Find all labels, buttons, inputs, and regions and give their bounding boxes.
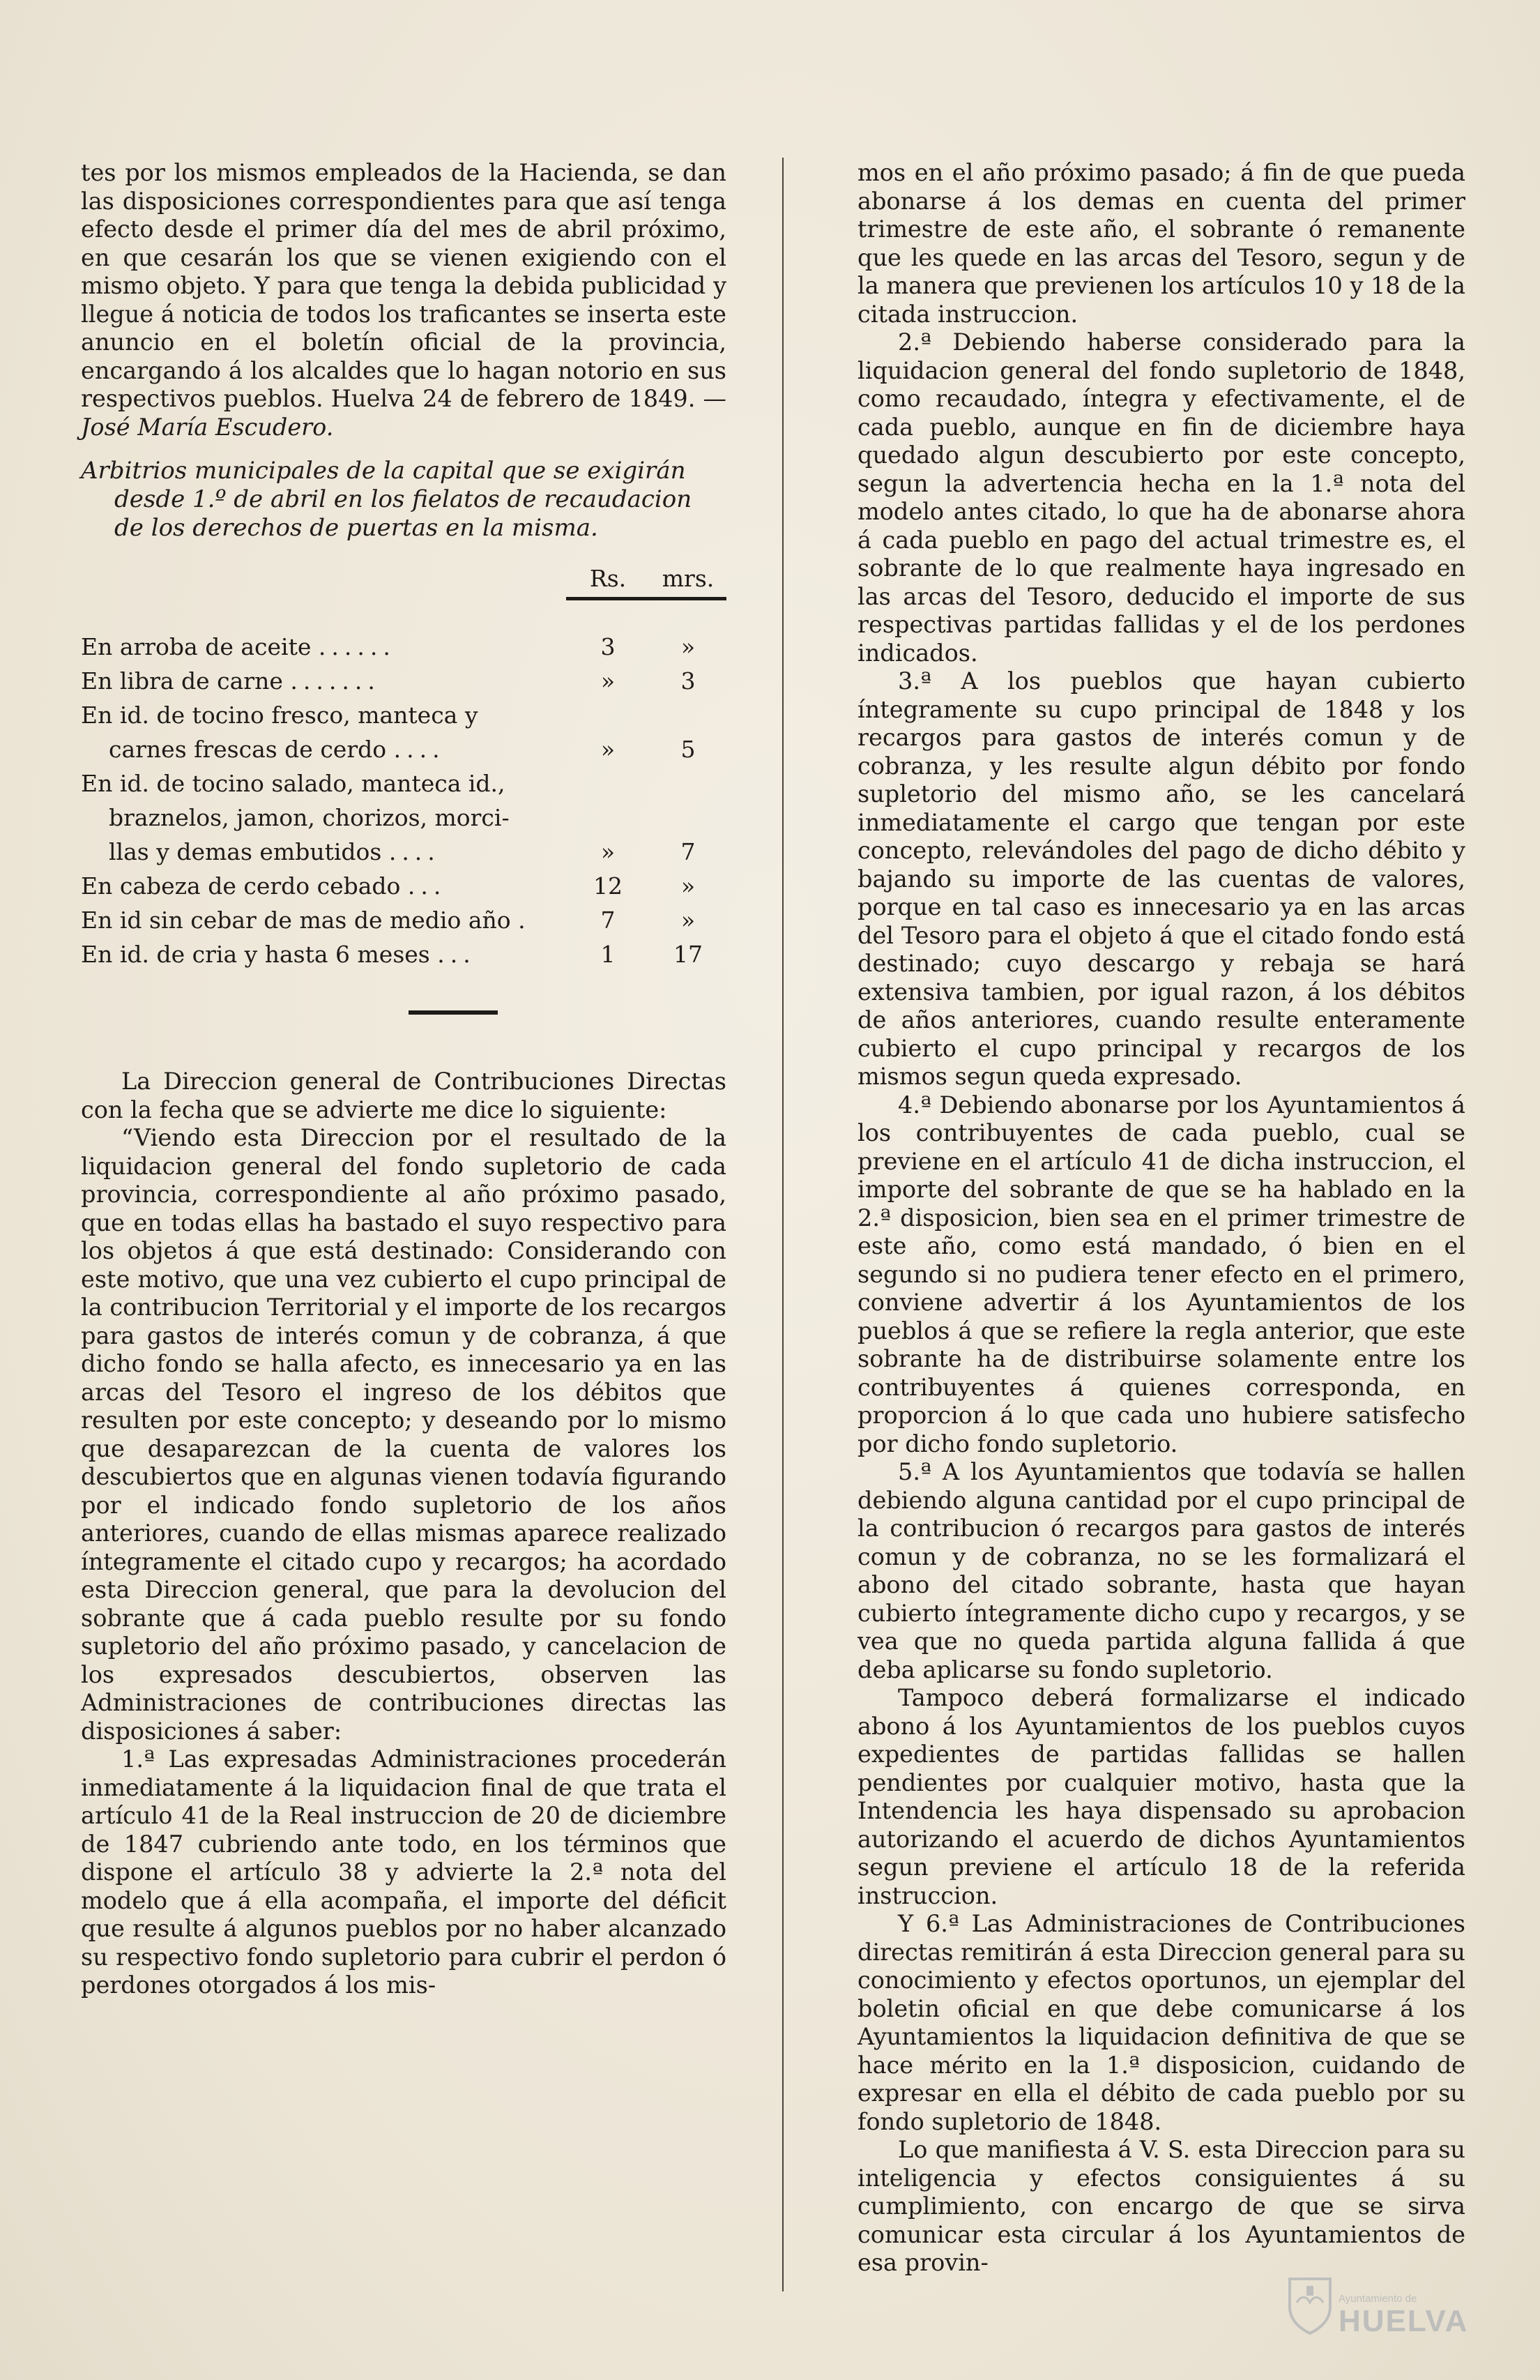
continued-paragraph: mos en el año próximo pasado; á fin de que pueda abonarse á los demas en cuenta del primer trimestre de este año, el sobrante ó remanente que les quede en las arcas del Tesoro, segun y de la manera que previenen los artículos 10 y 18 de la citada instruccion. <box>857 159 1465 328</box>
signature: —José María Escudero. <box>81 385 726 441</box>
intro-paragraph: La Direccion general de Contribuciones Directas con la fecha que se advierte me dice lo siguiente: <box>81 1068 726 1123</box>
closing-paragraph: Lo que manifiesta á V. S. esta Direccion para su inteligencia y efectos consiguientes á su cumplimiento, con encargo de que se sirva comunicar esta circular á los Ayuntamientos de esa provin- <box>857 2136 1465 2276</box>
table-row: En libra de carne ....... » 3 <box>81 667 696 695</box>
table-row: carnes frescas de cerdo .... » 5 <box>109 736 696 763</box>
table-row: En id. de tocino salado, manteca id., <box>81 770 505 797</box>
quote-paragraph: “Viendo esta Direccion por el resultado de la liquidacion general del fondo supletorio de cada provincia, correspondiente al año próximo pasado, que en todas ellas ha bastado el suyo respectivo para los objetos á que está destinado: Considerando con este motivo, que una vez cubierto el cupo principal de la contribucion Territorial y el importe de los recargos para gastos de interés comun y de cobranza, á que dicho fondo se halla afecto, es innecesario ya en las arcas del Tesoro el ingreso de los débitos que resulten por este concepto; y deseando por lo mismo que desaparezcan de la cuenta de valores los descubiertos que en algunas vienen todavía figurando por el indicado fondo supletorio de los años anteriores, cuando de ellas mismas aparece realizado íntegramente el citado cupo y recargos; ha acordado esta Direccion general, que para la devolucion del sobrante que á cada pueblo resulte por su fondo supletorio del año próximo pasado, y cancelacion de los expresados descubiertos, observen las Administraciones de contribuciones directas las disposiciones á saber: <box>81 1124 726 1745</box>
column-divider <box>782 158 784 2291</box>
shield-icon <box>1286 2275 1334 2335</box>
disposition-2: 2.ª Debiendo haberse considerado para la liquidacion general del fondo supletorio de 1848, como recaudado, íntegra y efectivamente, el de cada pueblo, aunque en fin de diciembre haya quedado algun descubierto por este concepto, segun la advertencia hecha en la 1.ª nota del modelo antes citado, lo que ha de abonarse ahora á cada pueblo en pago del actual trimestre es, el sobrante de lo que realmente haya ingresado en las arcas del Tesoro, deducido el importe de sus respectivas partidas fallidas y el de los perdones indicados. <box>857 328 1465 667</box>
table-row: En id sin cebar de mas de medio año . 7 » <box>81 907 696 934</box>
table-row: En id. de tocino fresco, manteca y <box>81 702 478 729</box>
disposition-5: 5.ª A los Ayuntamientos que todavía se hallen debiendo alguna cantidad por el cupo principal de la contribucion ó recargos para gastos de interés comun y de cobranza, no se les formalizará el abono del citado sobrante, hasta que hayan cubierto íntegramente dicho cupo y recargos, y se vea que no queda partida alguna fallida á que deba aplicarse su fondo supletorio. <box>857 1458 1465 1683</box>
tariff-table <box>81 562 726 971</box>
column-header-rs: Rs. <box>589 564 627 592</box>
tariff-heading: Arbitrios municipales de la capital que se exigirán desde 1.º de abril en los fielatos de recaudacion de los derechos de puertas en la misma. <box>81 457 692 542</box>
table-row: llas y demas embutidos .... » 7 <box>109 838 696 865</box>
left-column <box>81 159 726 2000</box>
table-row: En arroba de aceite ...... 3 » <box>81 633 696 660</box>
table-row: braznelos, jamon, chorizos, morci- <box>109 804 510 831</box>
tariff-header <box>81 562 726 593</box>
section-separator <box>409 1010 498 1015</box>
notice-paragraph: tes por los mismos empleados de la Hacienda, se dan las disposiciones correspondientes para que así tenga efecto desde el primer día del mes de abril próximo, en que cesarán los que se vienen exigiendo con el mismo objeto. Y para que tenga la debida publicidad y llegue á noticia de todos los traficantes se inserta este anuncio en el boletín oficial de la provincia, encargando á los alcaldes que lo hagan notorio en sus respectivos pueblos. Huelva 24 de febrero de 1849. —José María Escudero. <box>81 159 726 441</box>
column-header-mrs: mrs. <box>662 564 715 592</box>
table-row: En id. de cria y hasta 6 meses ... 1 17 <box>81 941 703 968</box>
tampoco-paragraph: Tampoco deberá formalizarse el indicado abono á los Ayuntamientos de los pueblos cuyos expedientes de partidas fallidas se hallen pendientes por cualquier motivo, hasta que la Intendencia les haya dispensado su aprobacion autorizando el acuerdo de dichos Ayuntamientos segun previene el artículo 18 de la referida instruccion. <box>857 1684 1465 1909</box>
ayuntamiento-watermark <box>1280 2247 1517 2351</box>
header-rule <box>566 597 726 600</box>
disposition-3: 3.ª A los pueblos que hayan cubierto íntegramente su cupo principal de 1848 y los recargos para gastos de interés comun y de cobranza, y les resulte algun débito por fondo supletorio del mismo año, se les cancelará inmediatamente el cargo que tengan por este concepto, relevándoles del pago de dicho débito y bajando su importe de las cuentas de valores, porque en tal caso es innecesario ya en las arcas del Tesoro para el objeto á que el citado fondo está destinado; cuyo descargo y rebaja se hará extensiva tambien, por igual razon, á los débitos de años anteriores, cuando resulte enteramente cubierto el cupo principal y recargos de los mismos segun queda expresado. <box>857 667 1465 1090</box>
disposition-4: 4.ª Debiendo abonarse por los Ayuntamientos á los contribuyentes de cada pueblo, cual se previene en el artículo 41 de dicha instruccion, el importe del sobrante de que se ha hablado en la 2.ª disposicion, bien sea en el primer trimestre de este año, como está mandado, ó bien en el segundo si no pudiera tener efecto en el primero, conviene advertir á los Ayuntamientos de los pueblos á que se refiere la regla anterior, que este sobrante ha de distribuirse solamente entre los contribuyentes á quienes corresponda, en proporcion á lo que cada uno hubiere satisfecho por dicho fondo supletorio. <box>857 1091 1465 1457</box>
right-column <box>857 159 1465 2277</box>
watermark-big-text: HUELVA <box>1339 2304 1469 2338</box>
disposition-1: 1.ª Las expresadas Administraciones procederán inmediatamente á la liquidacion final de que trata el artículo 41 de la Real instruccion de 20 de diciembre de 1847 cubriendo ante todo, en los términos que dispone el artículo 38 y advierte la 2.ª nota del modelo que á ella acompaña, el importe del déficit que resulte á algunos pueblos por no haber alcanzado su respectivo fondo supletorio para cubrir el perdon ó perdones otorgados á los mis- <box>81 1745 726 1999</box>
watermark-small-text: Ayuntamiento de <box>1339 2293 1417 2305</box>
disposition-6: Y 6.ª Las Administraciones de Contribuciones directas remitirán á esta Direccion general para su conocimiento y efectos oportunos, un ejemplar del boletin oficial en que debe comunicarse á los Ayuntamientos la liquidacion definitiva de que se hace mérito en la 1.ª disposicion, cuidando de expresar en ella el débito de cada pueblo por su fondo supletorio de 1848. <box>857 1910 1465 2135</box>
table-row: En cabeza de cerdo cebado ... 12 » <box>81 872 696 900</box>
